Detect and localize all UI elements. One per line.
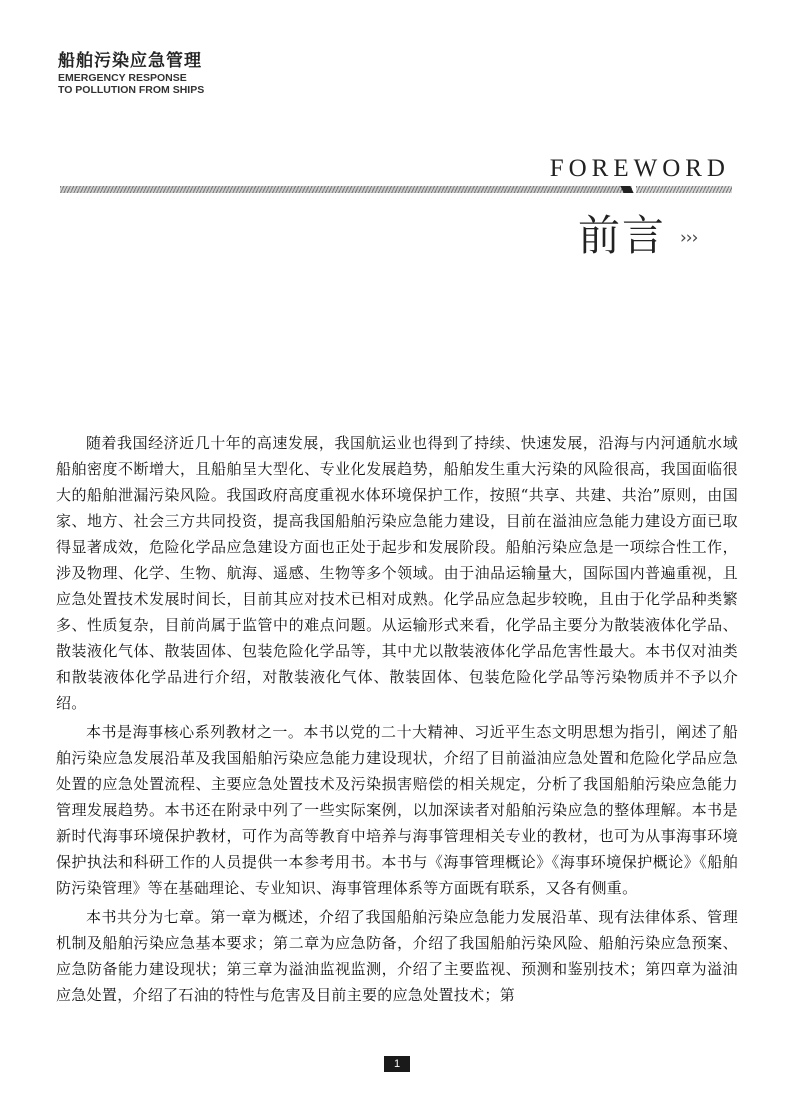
page-number: 1 — [384, 1056, 410, 1072]
book-title: 船舶污染应急管理 — [58, 51, 202, 71]
book-subtitle — [58, 72, 204, 96]
section-title-cn: 前言 — [578, 211, 667, 260]
paragraph-3: 本书共分为七章。第一章为概述，介绍了我国船舶污染应急能力发展沿革、现有法律体系、管理机制及船舶污染应急基本要求；第二章为应急防备，介绍了我国船舶污染风险、船舶污染应急预案、应急防备能力建设现状；第三章为溢油监视监测，介绍了主要监视、预测和鉴别技术；第四章为溢油应急处置，介绍了石油的特性与危害及目前主要的应急处置技术；第 — [56, 908, 738, 1004]
section-title-en: FOREWORD — [549, 155, 730, 182]
section-divider — [60, 186, 632, 193]
book-subtitle-line1: EMERGENCY RESPONSE — [58, 72, 187, 84]
chevron-decoration-icon: ››› — [680, 228, 698, 248]
section-divider-end — [636, 186, 732, 193]
book-subtitle-line2: TO POLLUTION FROM SHIPS — [58, 84, 205, 96]
paragraph-2: 本书是海事核心系列教材之一。本书以党的二十大精神、习近平生态文明思想为指引，阐述了船舶污染应急发展沿革及我国船舶污染应急能力建设现状，介绍了目前溢油应急处置和危险化学品应急处置的应急处置流程、主要应急处置技术及污染损害赔偿的相关规定，分析了我国船舶污染应急能力管理发展趋势。本书还在附录中列了一些实际案例，以加深读者对船舶污染应急的整体理解。本书是新时代海事环境保护教材，可作为高等教育中培养与海事管理相关专业的教材，也可为从事海事环境保护执法和科研工作的人员提供一本参考用书。本书与《海事管理概论》《海事环境保护概论》《船舶防污染管理》等在基础理论、专业知识、海事管理体系等方面既有联系，又各有侧重。 — [56, 723, 738, 897]
body-text — [56, 430, 738, 1011]
paragraph-1: 随着我国经济近几十年的高速发展，我国航运业也得到了持续、快速发展，沿海与内河通航水域船舶密度不断增大，且船舶呈大型化、专业化发展趋势，船舶发生重大污染的风险很高，我国面临很大的船舶泄漏污染风险。我国政府高度重视水体环境保护工作，按照“共享、共建、共治”原则，由国家、地方、社会三方共同投资，提高我国船舶污染应急能力建设，目前在溢油应急能力建设方面已取得显著成效，危险化学品应急建设方面也正处于起步和发展阶段。船舶污染应急是一项综合性工作，涉及物理、化学、生物、航海、遥感、生物等多个领域。由于油品运输量大，国际国内普遍重视，且应急处置技术发展时间长，目前其应对技术已相对成熟。化学品应急起步较晚，且由于化学品种类繁多、性质复杂，目前尚属于监管中的难点问题。从运输形式来看，化学品主要分为散装液体化学品、散装液化气体、散装固体、包装危险化学品等，其中尤以散装液体化学品危害性最大。本书仅对油类和散装液体化学品进行介绍，对散装液化气体、散装固体、包装危险化学品等污染物质并不予以介绍。 — [56, 434, 738, 712]
